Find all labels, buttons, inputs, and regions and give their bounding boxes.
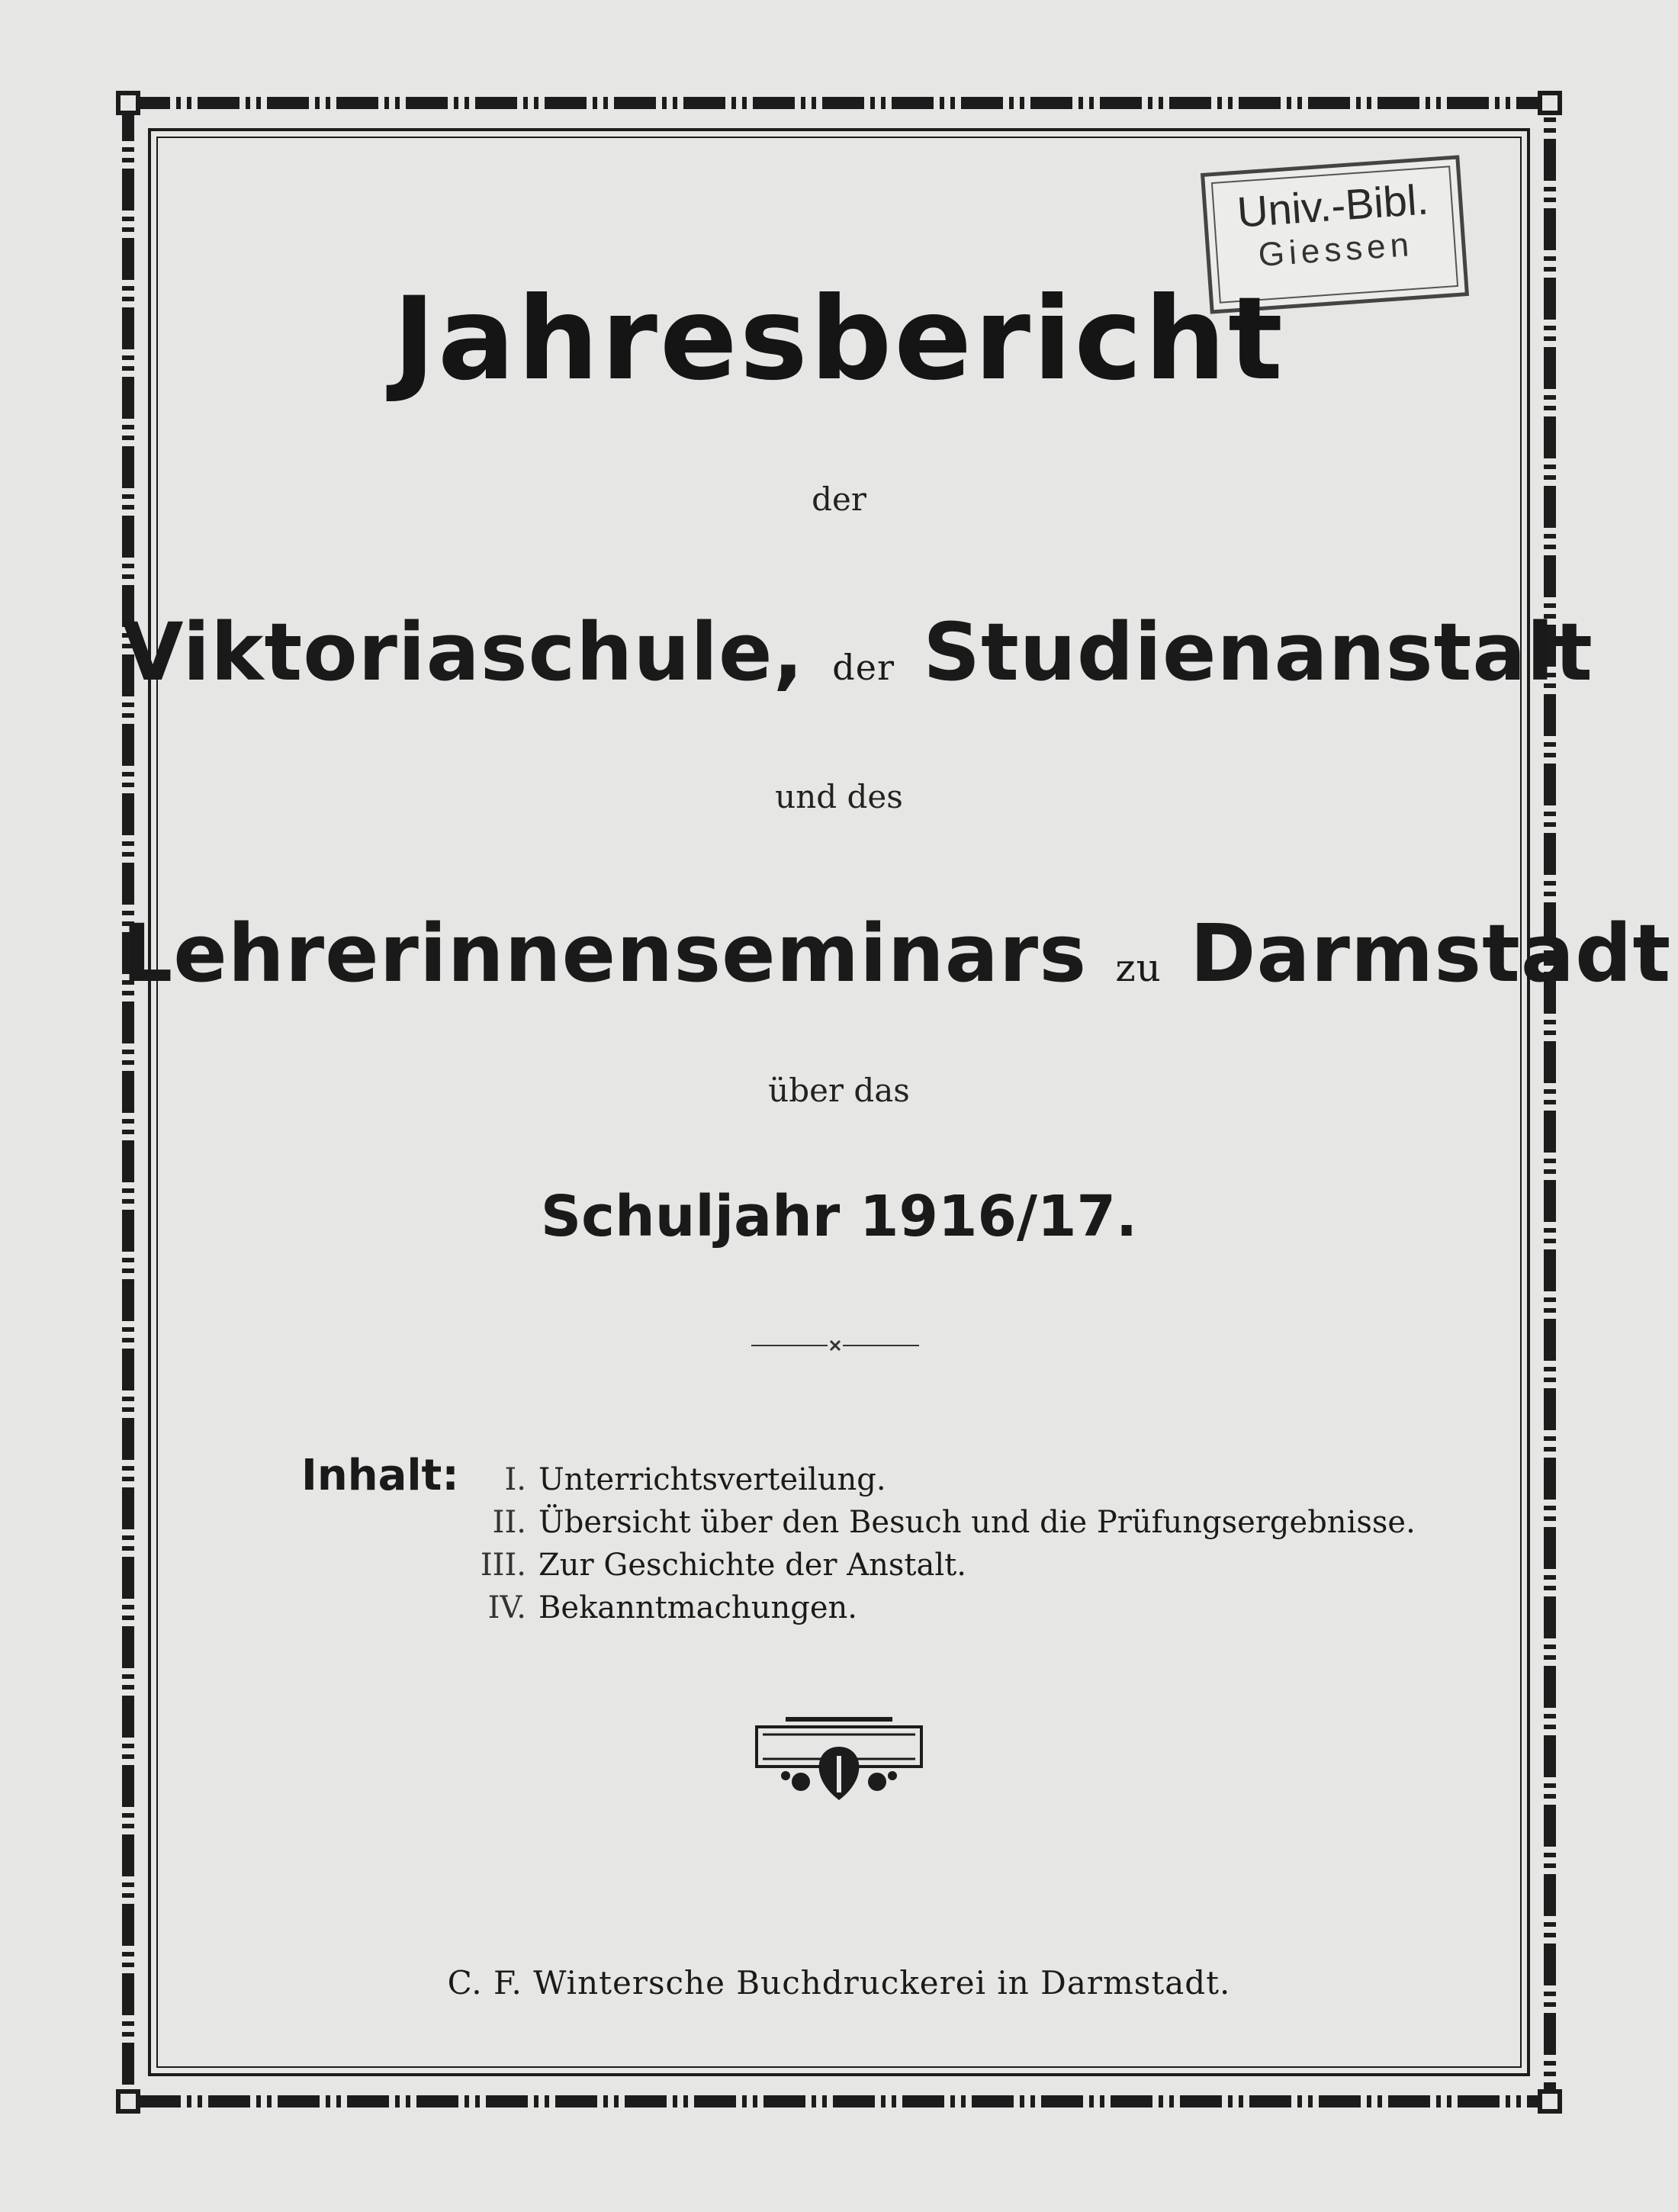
contents-item: [454, 1458, 1416, 1501]
contents-item-number: II.: [492, 1505, 526, 1540]
seminar-name: Lehrerinnenseminars: [122, 907, 1088, 1000]
contents-label: Inhalt:: [301, 1451, 459, 1500]
institution-line-1: [122, 603, 1593, 717]
contents-list: [454, 1458, 1416, 1629]
institution-name: Studienanstalt: [923, 606, 1593, 699]
connector-uber-das: über das: [768, 1072, 910, 1109]
contents-item-number: IV.: [487, 1590, 526, 1625]
contents-item: [454, 1544, 1416, 1587]
connector-der-inline: der: [832, 647, 895, 688]
contents-item-text: Übersicht über den Besuch und die Prüfungsergebnisse.: [538, 1505, 1416, 1540]
contents-item-text: Zur Geschichte der Anstalt.: [538, 1548, 966, 1583]
document-title: Jahresbericht: [393, 273, 1285, 406]
stamp-line-1: Univ.-Bibl.: [1235, 175, 1430, 236]
connector-der: der: [812, 481, 866, 518]
contents-item-number: III.: [480, 1548, 526, 1583]
contents-item-number: I.: [504, 1462, 526, 1497]
city-name: Darmstadt: [1190, 907, 1672, 1000]
printer-imprint: C. F. Wintersche Buchdruckerei in Darmstadt.: [447, 1964, 1231, 2001]
contents-item: [454, 1501, 1416, 1544]
connector-zu: zu: [1115, 946, 1162, 990]
institution-line-2: [122, 904, 1672, 1018]
divider-ornament: [751, 1336, 919, 1355]
contents-item: [454, 1587, 1416, 1629]
school-year: Schuljahr 1916/17.: [540, 1184, 1138, 1249]
stamp-line-2: Giessen: [1257, 225, 1415, 274]
printer-ornament-icon: [755, 1716, 923, 1808]
connector-und-des: und des: [775, 778, 903, 815]
contents-item-text: Bekanntmachungen.: [538, 1590, 857, 1625]
school-name: Viktoriaschule,: [122, 606, 805, 699]
contents-item-text: Unterrichtsverteilung.: [538, 1462, 886, 1497]
